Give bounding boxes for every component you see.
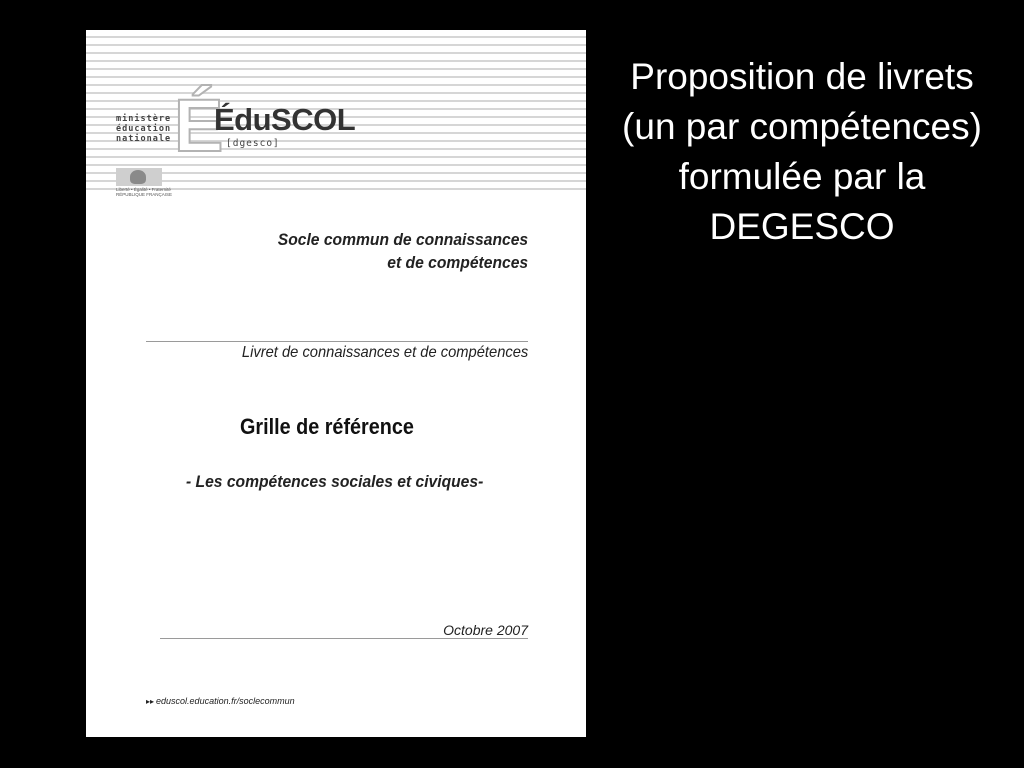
- republique-francaise-logo: [116, 168, 173, 197]
- ministere-line: éducation: [116, 124, 172, 134]
- republique-text: [116, 187, 176, 197]
- republique-motto: Liberté • Égalité • Fraternité: [116, 187, 171, 192]
- grille-title: Grille de référence: [240, 414, 414, 439]
- republique-name: RÉPUBLIQUE FRANÇAISE: [116, 192, 173, 197]
- document-page: [86, 30, 586, 737]
- slide-caption: [592, 52, 1012, 252]
- eduscol-logo: [110, 84, 360, 167]
- divider-line: [160, 638, 528, 639]
- socle-title-line: et de compétences: [387, 253, 528, 272]
- logo-large-e-outline: É: [174, 84, 224, 167]
- marianne-icon: [116, 168, 162, 186]
- caption-line: (un par compétences): [622, 106, 982, 147]
- socle-title: [278, 228, 528, 274]
- caption-line: Proposition de livrets: [630, 56, 974, 97]
- socle-title-line: Socle commun de connaissances: [277, 230, 528, 249]
- livret-title: Livret de connaissances et de compétences: [241, 344, 528, 361]
- footer-url: [146, 696, 295, 706]
- double-arrow-icon: ▸▸: [146, 697, 155, 706]
- eduscol-brand-name: ÉduSCOL: [214, 102, 356, 137]
- caption-line: formulée par la: [678, 156, 926, 197]
- publication-date: Octobre 2007: [443, 622, 528, 638]
- caption-line: DEGESCO: [709, 206, 895, 247]
- ministere-line: nationale: [116, 134, 172, 144]
- ministere-label: [116, 114, 186, 144]
- ministere-line: ministère: [116, 114, 172, 124]
- footer-url-text: eduscol.education.fr/soclecommun: [156, 696, 295, 706]
- dgesco-label: [dgesco]: [226, 138, 280, 149]
- divider-line: [146, 341, 528, 342]
- competence-subtitle: - Les compétences sociales et civiques-: [186, 472, 484, 491]
